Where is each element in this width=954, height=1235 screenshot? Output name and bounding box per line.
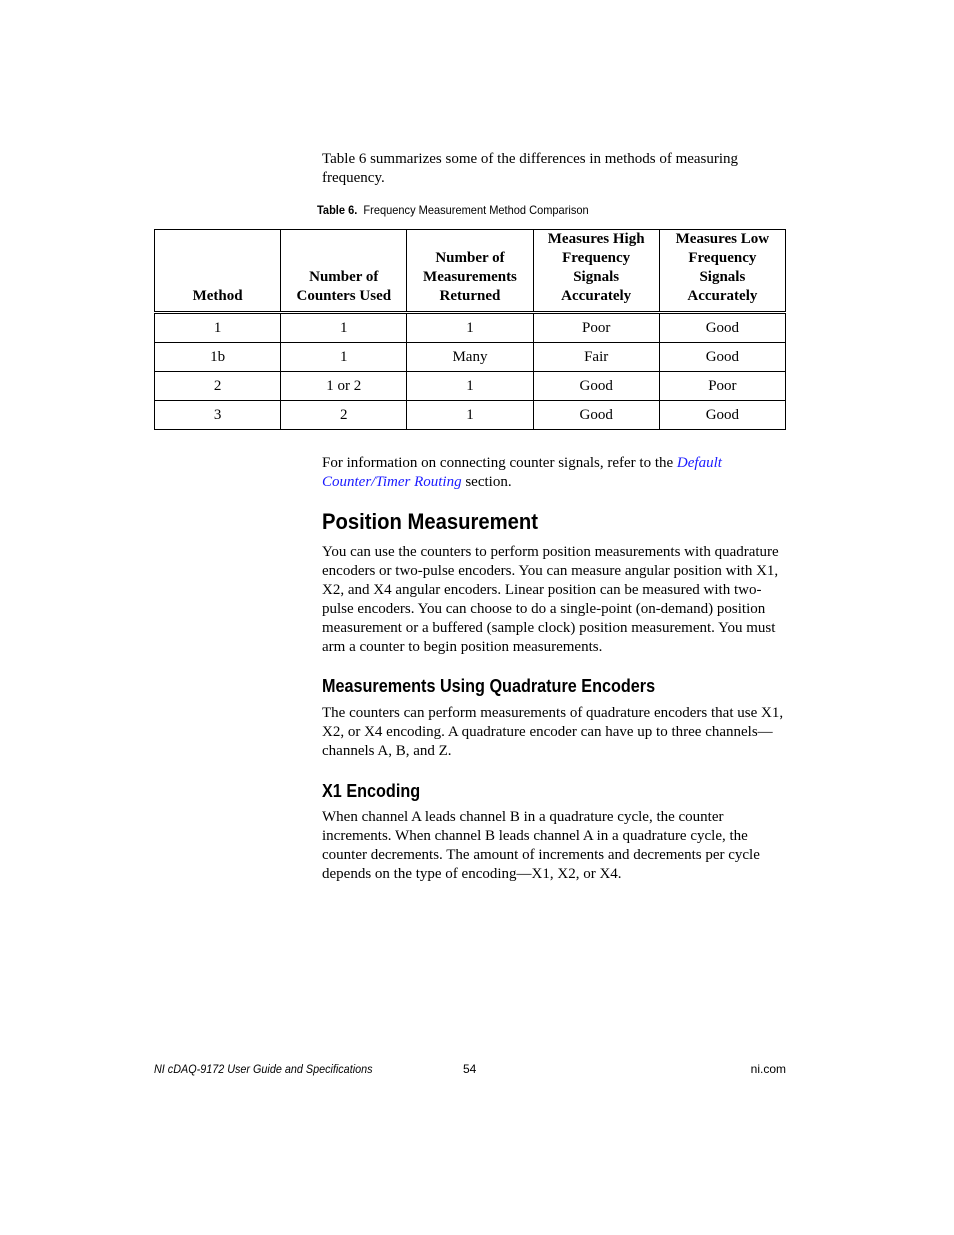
table-cell: 2 (155, 372, 281, 401)
table-cell: Fair (533, 343, 659, 372)
table-cell: 1 (407, 313, 533, 343)
table-header-row (155, 230, 786, 313)
default-counter-timer-routing-link[interactable]: Default Counter/Timer Routing (322, 455, 722, 490)
table-row (155, 343, 786, 372)
quadrature-encoders-heading: Measurements Using Quadrature Encoders (322, 676, 656, 696)
footer-document-title: NI cDAQ-9172 User Guide and Specifications (154, 1062, 373, 1076)
table-cell: Good (659, 401, 785, 430)
routing-reference-paragraph (322, 454, 784, 492)
table-cell: 1b (155, 343, 281, 372)
quadrature-encoders-paragraph: The counters can perform measurements of quadrature encoders that use X1, X2, or X4 encoding. A quadrature encoder can have up to three channels—channels A, B, and Z. (322, 705, 784, 759)
table-cell: Good (533, 401, 659, 430)
table-cell: 1 (407, 372, 533, 401)
table-row (155, 401, 786, 430)
table-cell: 1 (281, 343, 407, 372)
table-cell: Good (659, 313, 785, 343)
table-cell: 1 (281, 313, 407, 343)
footer-website: ni.com (750, 1062, 786, 1076)
header-low-frequency: Measures Low Frequency Signals Accurately (659, 230, 785, 313)
position-measurement-paragraph: You can use the counters to perform position measurements with quadrature encoders or two-pulse encoders. You can measure angular position with X1, X2, and X4 angular encoders. Linear position can be measured with two-pulse encoders. You can choose to do a single-point (on-demand) position measurement or a buffered (sample clock) position measurement. You must arm a counter to begin position measurements. (322, 544, 779, 655)
table-cell: 3 (155, 401, 281, 430)
table-cell: 1 (407, 401, 533, 430)
header-high-frequency: Measures High Frequency Signals Accurately (533, 230, 659, 313)
table-cell: Poor (533, 313, 659, 343)
header-counters-used: Number of Counters Used (281, 230, 407, 313)
table-row (155, 372, 786, 401)
table-cell: Good (533, 372, 659, 401)
header-measurements-returned: Number of Measurements Returned (407, 230, 533, 313)
table-cell: Good (659, 343, 785, 372)
table-cell: Many (407, 343, 533, 372)
table-caption-title: Frequency Measurement Method Comparison (363, 203, 589, 217)
table-cell: 1 or 2 (281, 372, 407, 401)
table-cell: Poor (659, 372, 785, 401)
table-caption-label: Table 6. (317, 203, 358, 217)
table-cell: 1 (155, 313, 281, 343)
position-measurement-heading: Position Measurement (322, 509, 538, 534)
table-caption (317, 202, 589, 218)
routing-text-after: section. (461, 474, 512, 490)
intro-paragraph: Table 6 summarizes some of the differences in methods of measuring frequency. (322, 151, 739, 186)
footer-page-number: 54 (463, 1062, 477, 1076)
frequency-comparison-table (154, 229, 786, 430)
x1-encoding-heading: X1 Encoding (322, 781, 421, 801)
routing-text-before: For information on connecting counter signals, refer to the (322, 455, 677, 471)
header-method: Method (155, 230, 281, 313)
x1-encoding-paragraph: When channel A leads channel B in a quadrature cycle, the counter increments. When channel B leads channel A in a quadrature cycle, the counter decrements. The amount of increments and decrements per cycle depends on the type of encoding—X1, X2, or X4. (322, 809, 760, 882)
table-row (155, 313, 786, 343)
table-cell: 2 (281, 401, 407, 430)
